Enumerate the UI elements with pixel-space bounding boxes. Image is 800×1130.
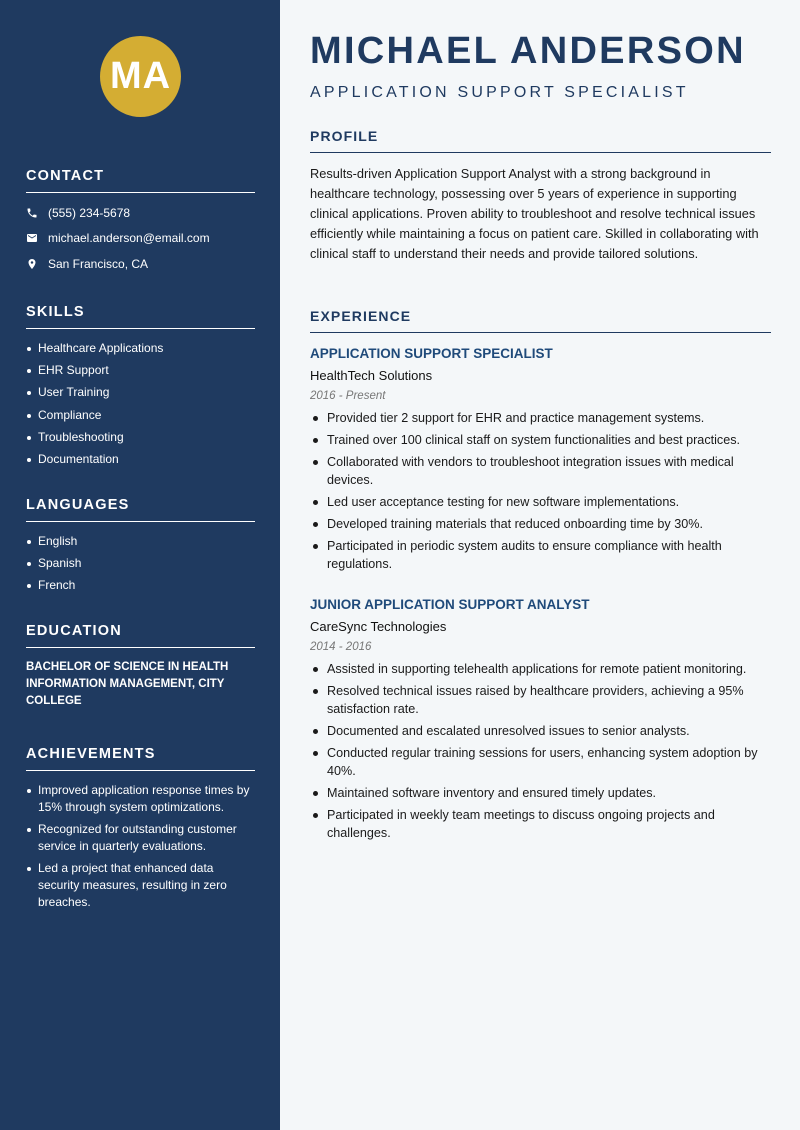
- job-dates: 2016 - Present: [310, 390, 386, 402]
- job-bullet: Trained over 100 clinical staff on system functionalities and best practices.: [310, 431, 771, 449]
- job-bullet: Assisted in supporting telehealth applications for remote patient monitoring.: [310, 660, 771, 678]
- skill-item: Documentation: [26, 451, 255, 468]
- job-dates: 2014 - 2016: [310, 641, 372, 653]
- email-icon: [26, 232, 48, 244]
- job-bullets: [310, 660, 771, 842]
- candidate-role: APPLICATION SUPPORT SPECIALIST: [310, 84, 689, 101]
- languages-heading: LANGUAGES: [26, 497, 255, 522]
- location-pin-icon: [26, 258, 48, 270]
- sidebar: [0, 0, 280, 1130]
- skill-item: Troubleshooting: [26, 429, 255, 446]
- job-company: CareSync Technologies: [310, 619, 447, 634]
- language-item: French: [26, 577, 255, 594]
- skill-item: User Training: [26, 384, 255, 401]
- email-text: michael.anderson@email.com: [48, 231, 210, 245]
- contact-email: [26, 230, 255, 247]
- achievements-heading: ACHIEVEMENTS: [26, 746, 255, 771]
- job-bullet: Documented and escalated unresolved issues to senior analysts.: [310, 722, 771, 740]
- phone-icon: [26, 207, 48, 219]
- skill-item: EHR Support: [26, 362, 255, 379]
- languages-list: [26, 533, 255, 594]
- profile-summary: Results-driven Application Support Analyst with a strong background in healthcare technology, possessing over 5 years of experience in supporting clinical applications. Proven ability to troubleshoot and resolve technical issues efficiently while maintaining a focus on patient care. Skilled in collaborating with clinical staff to understand their needs and provide tailored solutions.: [310, 166, 759, 261]
- job-entry: [310, 346, 771, 577]
- education-degree: BACHELOR OF SCIENCE IN HEALTH INFORMATION MANAGEMENT, CITY COLLEGE: [26, 661, 229, 707]
- skills-list: [26, 340, 255, 468]
- job-bullet: Participated in periodic system audits to ensure compliance with health regulations.: [310, 537, 771, 573]
- achievements-list: [26, 782, 255, 911]
- contact-section: [26, 168, 255, 281]
- contact-location: [26, 255, 255, 272]
- education-section: [26, 623, 255, 710]
- candidate-name: MICHAEL ANDERSON: [310, 30, 746, 72]
- job-title: APPLICATION SUPPORT SPECIALIST: [310, 346, 553, 361]
- skills-heading: SKILLS: [26, 304, 255, 329]
- achievement-item: Led a project that enhanced data security measures, resulting in zero breaches.: [26, 860, 255, 911]
- achievements-section: [26, 746, 255, 917]
- job-title: JUNIOR APPLICATION SUPPORT ANALYST: [310, 597, 590, 612]
- skills-section: [26, 304, 255, 473]
- job-bullet: Led user acceptance testing for new software implementations.: [310, 493, 771, 511]
- job-bullets: [310, 409, 771, 573]
- profile-heading: PROFILE: [310, 128, 771, 153]
- contact-phone: [26, 204, 255, 221]
- job-bullet: Collaborated with vendors to troubleshoot integration issues with medical devices.: [310, 453, 771, 489]
- languages-section: [26, 497, 255, 600]
- experience-heading: EXPERIENCE: [310, 308, 771, 333]
- job-bullet: Participated in weekly team meetings to discuss ongoing projects and challenges.: [310, 806, 771, 842]
- job-bullet: Provided tier 2 support for EHR and practice management systems.: [310, 409, 771, 427]
- achievement-item: Recognized for outstanding customer service in quarterly evaluations.: [26, 821, 255, 855]
- language-item: Spanish: [26, 555, 255, 572]
- location-text: San Francisco, CA: [48, 256, 149, 271]
- job-entry: [310, 597, 771, 846]
- job-bullet: Resolved technical issues raised by healthcare providers, achieving a 95% satisfaction rate.: [310, 682, 771, 718]
- language-item: English: [26, 533, 255, 550]
- skill-item: Healthcare Applications: [26, 340, 255, 357]
- education-heading: EDUCATION: [26, 623, 255, 648]
- job-bullet: Conducted regular training sessions for users, enhancing system adoption by 40%.: [310, 744, 771, 780]
- job-bullet: Developed training materials that reduced onboarding time by 30%.: [310, 515, 771, 533]
- achievement-item: Improved application response times by 15% through system optimizations.: [26, 782, 255, 816]
- phone-text: (555) 234-5678: [48, 205, 131, 220]
- job-company: HealthTech Solutions: [310, 368, 433, 383]
- avatar: MA: [100, 36, 181, 117]
- job-bullet: Maintained software inventory and ensured timely updates.: [310, 784, 771, 802]
- skill-item: Compliance: [26, 407, 255, 424]
- contact-heading: CONTACT: [26, 168, 255, 193]
